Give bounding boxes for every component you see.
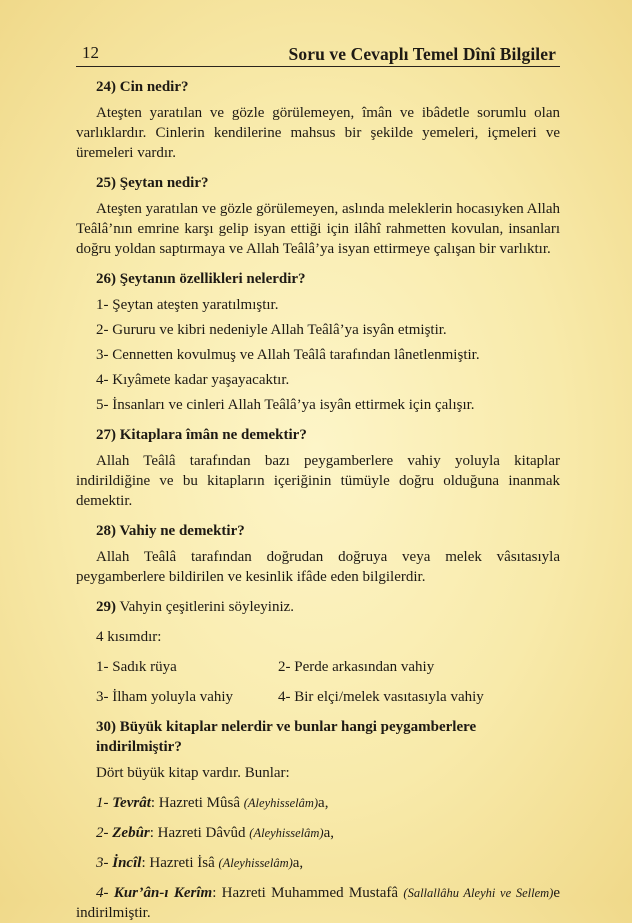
vahiy-type-1: 1- Sadık rüya xyxy=(96,659,177,675)
list-item: 2- Gururu ve kibri nedeniyle Allah Teâlâ’ya isyân etmiştir. xyxy=(96,322,447,338)
question-28-title: 28) Vahiy ne demektir? xyxy=(96,523,245,539)
book-number: 4- xyxy=(96,885,114,901)
book-suffix: e indirilmiştir. xyxy=(76,885,560,921)
book-name: Kur’ân-ı Kerîm xyxy=(113,885,213,901)
vahiy-type-4: 4- Bir elçi/melek vasıtasıyla vahiy xyxy=(278,689,484,705)
list-item: 5- İnsanları ve cinleri Allah Teâlâ’ya isyân ettirmek için çalışır. xyxy=(96,397,475,413)
list-item: 3- Cennetten kovulmuş ve Allah Teâlâ tarafından lânetlenmiştir. xyxy=(96,347,480,363)
book-number: 3- xyxy=(96,855,113,871)
book-name: İncîl xyxy=(112,855,142,871)
book-suffix: a, xyxy=(292,855,304,871)
book-suffix: a, xyxy=(323,825,334,841)
book-item xyxy=(76,793,560,813)
book-prophet: : Hazreti Mûsâ xyxy=(150,795,244,811)
question-29-intro: 4 kısımdır: xyxy=(96,629,162,645)
book-honorific: (Aleyhisselâm) xyxy=(218,856,293,870)
question-29-title xyxy=(76,597,560,617)
book-item xyxy=(76,883,560,923)
book-honorific: (Aleyhisselâm) xyxy=(249,826,324,840)
question-25-title: 25) Şeytan nedir? xyxy=(96,175,209,191)
book-item xyxy=(76,853,560,873)
vahiy-types-row-2 xyxy=(76,687,560,707)
question-27-title: 27) Kitaplara îmân ne demektir? xyxy=(96,427,307,443)
list-item: 4- Kıyâmete kadar yaşayacaktır. xyxy=(96,372,290,388)
question-24-answer: Ateşten yaratılan ve gözle görülemeyen, îmân ve ibâdetle sorumlu olan varlıklardır. Cinlerin kendilerine mahsus bir şekilde yemeleri, içmeleri ve üremeleri vardır. xyxy=(76,105,560,161)
question-27-answer: Allah Teâlâ tarafından bazı peygamberlere vahiy yoluyla kitaplar indirildiğine ve bu kitapların içeriğinin tümüyle doğru olduğuna inanmak demektir. xyxy=(76,453,560,509)
book-honorific: (Aleyhisselâm) xyxy=(243,796,319,810)
question-25-answer: Ateşten yaratılan ve gözle görülemeyen, aslında meleklerin hocasıyken Allah Teâlâ’nın emrine karşı gelip isyan ettiği için ilâhî rahmetten kovulan, insanları doğru yoldan saptırmaya ve Allah Teâlâ’ya isyan ettirmeye çalışan bir varlıktır. xyxy=(76,201,560,257)
question-28-answer: Allah Teâlâ tarafından doğrudan doğruya veya melek vâsıtasıyla peygamberlere bildirilen ve kesinlik ifâde eden bilgilerdir. xyxy=(76,549,560,585)
book-number: 1- xyxy=(96,795,113,811)
list-item: 1- Şeytan ateşten yaratılmıştır. xyxy=(96,297,279,313)
book-name: Tevrât xyxy=(112,795,151,811)
question-29-number: 29) xyxy=(96,599,116,615)
book-item xyxy=(76,823,560,843)
running-title: Soru ve Cevaplı Temel Dînî Bilgiler xyxy=(288,44,556,64)
question-26-title: 26) Şeytanın özellikleri nelerdir? xyxy=(96,271,306,287)
book-suffix: a, xyxy=(318,795,329,811)
book-number: 2- xyxy=(96,825,113,841)
vahiy-types-row-1 xyxy=(76,657,560,677)
question-24-title: 24) Cin nedir? xyxy=(96,79,189,95)
book-prophet: : Hazreti Dâvûd xyxy=(149,825,250,841)
book-prophet: : Hazreti İsâ xyxy=(141,855,219,871)
vahiy-type-2: 2- Perde arkasından vahiy xyxy=(278,659,435,675)
page-number: 12 xyxy=(82,43,99,62)
question-30-intro: Dört büyük kitap vardır. Bunlar: xyxy=(96,765,290,781)
page-content xyxy=(76,40,560,923)
book-prophet: : Hazreti Muhammed Mustafâ xyxy=(212,885,404,901)
book-honorific: (Sallallâhu Aleyhi ve Sellem) xyxy=(403,886,554,900)
page-header xyxy=(76,40,560,67)
question-30-title: 30) Büyük kitaplar nelerdir ve bunlar hangi peygamberlere indirilmiştir? xyxy=(96,719,477,755)
vahiy-type-3: 3- İlham yoluyla vahiy xyxy=(96,689,234,705)
book-name: Zebûr xyxy=(112,825,150,841)
question-29-text: Vahyin çeşitlerini söyleyiniz. xyxy=(116,599,295,615)
